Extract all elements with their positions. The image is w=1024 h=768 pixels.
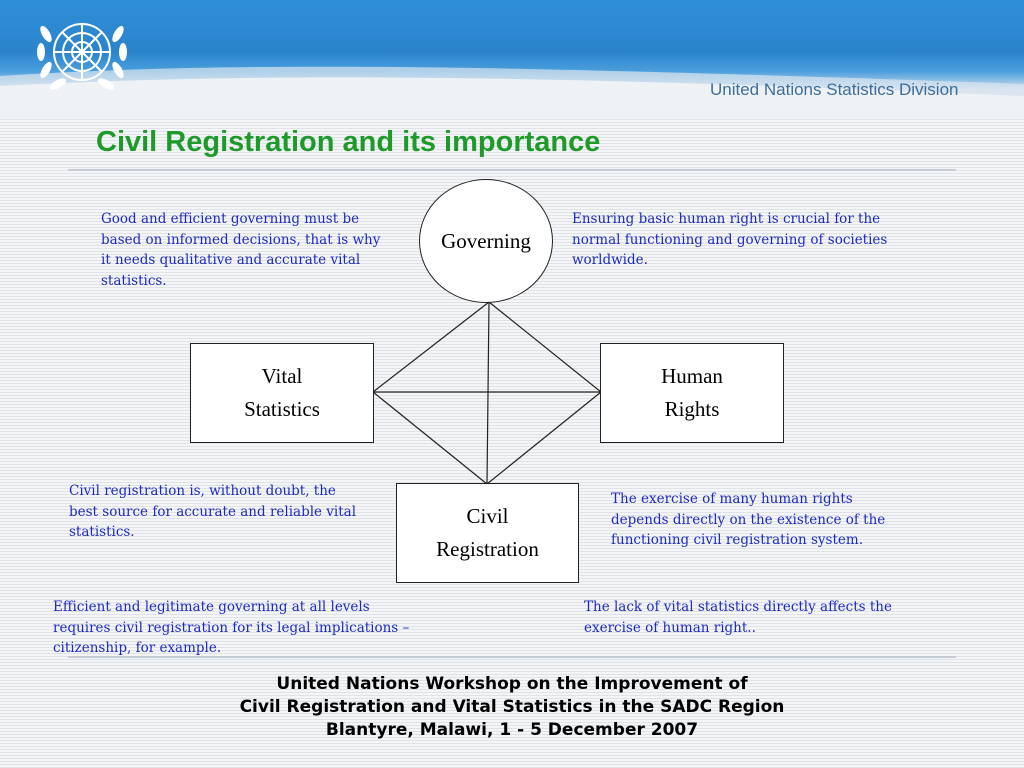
vital-statistics-label-line2: Statistics	[244, 397, 320, 421]
footer-line-3: Blantyre, Malawi, 1 - 5 December 2007	[325, 720, 699, 740]
connector-governing-human	[489, 302, 601, 392]
civil-registration-label-line1: Civil	[466, 504, 509, 528]
connector-vital-civil	[373, 392, 487, 484]
note-bottom-right: The lack of vital statistics directly affects the exercise of human right..	[584, 599, 892, 636]
footer-caption	[0, 673, 1024, 742]
connector-governing-civil	[487, 302, 489, 484]
governing-node	[419, 179, 553, 303]
civil-registration-node	[396, 483, 579, 583]
connector-governing-vital	[373, 302, 489, 392]
vital-statistics-label-line1: Vital	[261, 364, 303, 388]
human-rights-node	[600, 343, 784, 443]
slide-title: Civil Registration and its importance	[96, 126, 601, 158]
connector-human-civil	[487, 392, 601, 484]
note-mid-right: The exercise of many human rights depends directly on the existence of the functioning civil registration system.	[611, 491, 886, 548]
note-top-right: Ensuring basic human right is crucial for the normal functioning and governing of societies worldwide.	[572, 211, 888, 268]
human-rights-label-line2: Rights	[664, 397, 720, 421]
footer-line-2: Civil Registration and Vital Statistics in the SADC Region	[239, 697, 785, 717]
human-rights-label-line1: Human	[661, 364, 723, 388]
note-bottom-left: Efficient and legitimate governing at all levels requires civil registration for its legal implications – citizenship, for example.	[53, 599, 410, 656]
note-mid-left: Civil registration is, without doubt, the best source for accurate and reliable vital statistics.	[69, 483, 357, 540]
footer-divider	[68, 656, 956, 658]
footer-line-1: United Nations Workshop on the Improvement of	[276, 674, 748, 694]
civil-registration-label-line2: Registration	[436, 537, 539, 561]
governing-label: Governing	[441, 228, 531, 253]
division-name: United Nations Statistics Division	[710, 80, 959, 99]
vital-statistics-node	[190, 343, 374, 443]
note-top-left: Good and efficient governing must be based on informed decisions, that is why it needs qualitative and accurate vital statistics.	[101, 211, 381, 289]
